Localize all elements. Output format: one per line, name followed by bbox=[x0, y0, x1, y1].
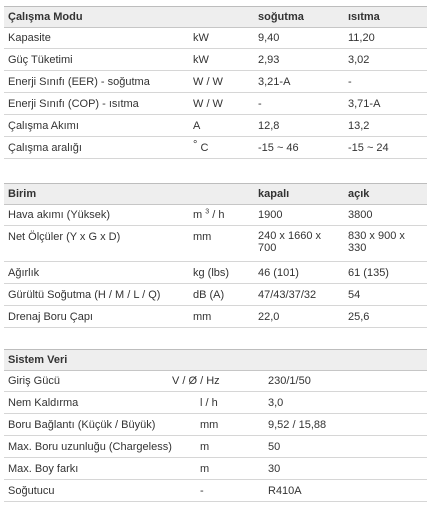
row-label: Enerji Sınıfı (EER) - soğutma bbox=[8, 76, 150, 88]
row-value-closed: 240 x 1660 x 700 bbox=[258, 230, 321, 254]
row-value: 9,52 / 15,88 bbox=[268, 419, 327, 431]
table-row bbox=[4, 71, 427, 93]
row-label: Giriş Gücü bbox=[8, 375, 60, 387]
table-header bbox=[4, 6, 427, 28]
row-value-closed: 47/43/37/32 bbox=[258, 289, 317, 301]
row-value: 230/1/50 bbox=[268, 375, 311, 387]
table-row bbox=[4, 49, 427, 71]
row-label: Nem Kaldırma bbox=[8, 397, 79, 409]
row-unit bbox=[193, 208, 224, 222]
row-label: Max. Boru uzunluğu (Chargeless) bbox=[8, 441, 172, 453]
row-unit: W / W bbox=[193, 76, 223, 88]
row-label: Kapasite bbox=[8, 32, 51, 44]
header-col-open: açık bbox=[348, 188, 370, 200]
row-unit: A bbox=[193, 120, 201, 132]
row-value-heating: 3,02 bbox=[348, 54, 370, 66]
table-row bbox=[4, 458, 427, 480]
table-row bbox=[4, 204, 427, 226]
row-label: Soğutucu bbox=[8, 485, 55, 497]
row-label: Çalışma aralığı bbox=[8, 142, 82, 154]
row-value-open: 830 x 900 x 330 bbox=[348, 230, 405, 254]
header-col-closed: kapalı bbox=[258, 188, 290, 200]
table-row bbox=[4, 93, 427, 115]
row-unit bbox=[193, 141, 208, 155]
row-unit: m bbox=[200, 441, 210, 453]
row-unit: kg (lbs) bbox=[193, 267, 230, 279]
row-label: Max. Boy farkı bbox=[8, 463, 79, 475]
table-row bbox=[4, 27, 427, 49]
unit-superscript: 3 bbox=[205, 208, 210, 216]
row-value-open: 54 bbox=[348, 289, 361, 301]
unit-text: C bbox=[200, 142, 209, 154]
row-value-open: 3800 bbox=[348, 209, 373, 221]
table-row bbox=[4, 414, 427, 436]
row-label: Gürültü Soğutma (H / M / L / Q) bbox=[8, 289, 161, 301]
table-row bbox=[4, 370, 427, 392]
row-value: 50 bbox=[268, 441, 281, 453]
row-unit: m bbox=[200, 463, 210, 475]
row-label: Net Ölçüler (Y x G x D) bbox=[8, 231, 121, 243]
row-unit: kW bbox=[193, 54, 209, 66]
row-label: Çalışma Akımı bbox=[8, 120, 79, 132]
row-value: 3,0 bbox=[268, 397, 284, 409]
table-header bbox=[4, 349, 427, 371]
row-unit: mm bbox=[200, 419, 219, 431]
header-title: Sistem Veri bbox=[8, 354, 68, 366]
row-value-closed: 22,0 bbox=[258, 311, 280, 323]
row-value-closed: 1900 bbox=[258, 209, 283, 221]
row-value-closed: 46 (101) bbox=[258, 267, 299, 279]
row-value-heating: - bbox=[348, 76, 352, 88]
row-value: R410A bbox=[268, 485, 302, 497]
row-label: Ağırlık bbox=[8, 267, 40, 279]
table-row bbox=[4, 306, 427, 328]
table-row bbox=[4, 392, 427, 414]
header-title: Çalışma Modu bbox=[8, 11, 83, 23]
degree-symbol: ° bbox=[193, 139, 198, 151]
row-value-cooling: 2,93 bbox=[258, 54, 280, 66]
row-unit: - bbox=[200, 485, 204, 497]
row-label: Boru Bağlantı (Küçük / Büyük) bbox=[8, 419, 156, 431]
row-unit: W / W bbox=[193, 98, 223, 110]
row-unit: mm bbox=[193, 231, 212, 243]
table-row bbox=[4, 226, 427, 262]
header-col-heating: ısıtma bbox=[348, 11, 380, 23]
row-value-open: 61 (135) bbox=[348, 267, 389, 279]
row-value-cooling: - bbox=[258, 98, 262, 110]
row-label: Enerji Sınıfı (COP) - ısıtma bbox=[8, 98, 139, 110]
row-unit: l / h bbox=[200, 397, 218, 409]
header-col-cooling: soğutma bbox=[258, 11, 304, 23]
row-label: Hava akımı (Yüksek) bbox=[8, 209, 111, 221]
row-value: 30 bbox=[268, 463, 281, 475]
row-unit: V / Ø / Hz bbox=[172, 375, 220, 387]
unit-suffix: / h bbox=[212, 209, 225, 221]
row-value-heating: 3,71-A bbox=[348, 98, 381, 110]
header-title: Birim bbox=[8, 188, 37, 200]
table-row bbox=[4, 436, 427, 458]
row-value-cooling: -15 ~ 46 bbox=[258, 142, 299, 154]
table-row bbox=[4, 137, 427, 159]
table-header bbox=[4, 183, 427, 205]
table-row bbox=[4, 115, 427, 137]
row-value-heating: 13,2 bbox=[348, 120, 370, 132]
row-unit: mm bbox=[193, 311, 212, 323]
row-value-cooling: 9,40 bbox=[258, 32, 280, 44]
row-value-heating: -15 ~ 24 bbox=[348, 142, 389, 154]
row-value-cooling: 3,21-A bbox=[258, 76, 291, 88]
unit-text: m bbox=[193, 209, 203, 221]
row-unit: kW bbox=[193, 32, 209, 44]
row-unit: dB (A) bbox=[193, 289, 225, 301]
row-value-open: 25,6 bbox=[348, 311, 370, 323]
row-value-heating: 11,20 bbox=[348, 32, 375, 44]
row-label: Drenaj Boru Çapı bbox=[8, 311, 93, 323]
table-row bbox=[4, 480, 427, 502]
table-row bbox=[4, 284, 427, 306]
row-label: Güç Tüketimi bbox=[8, 54, 73, 66]
row-value-cooling: 12,8 bbox=[258, 120, 280, 132]
table-row bbox=[4, 262, 427, 284]
